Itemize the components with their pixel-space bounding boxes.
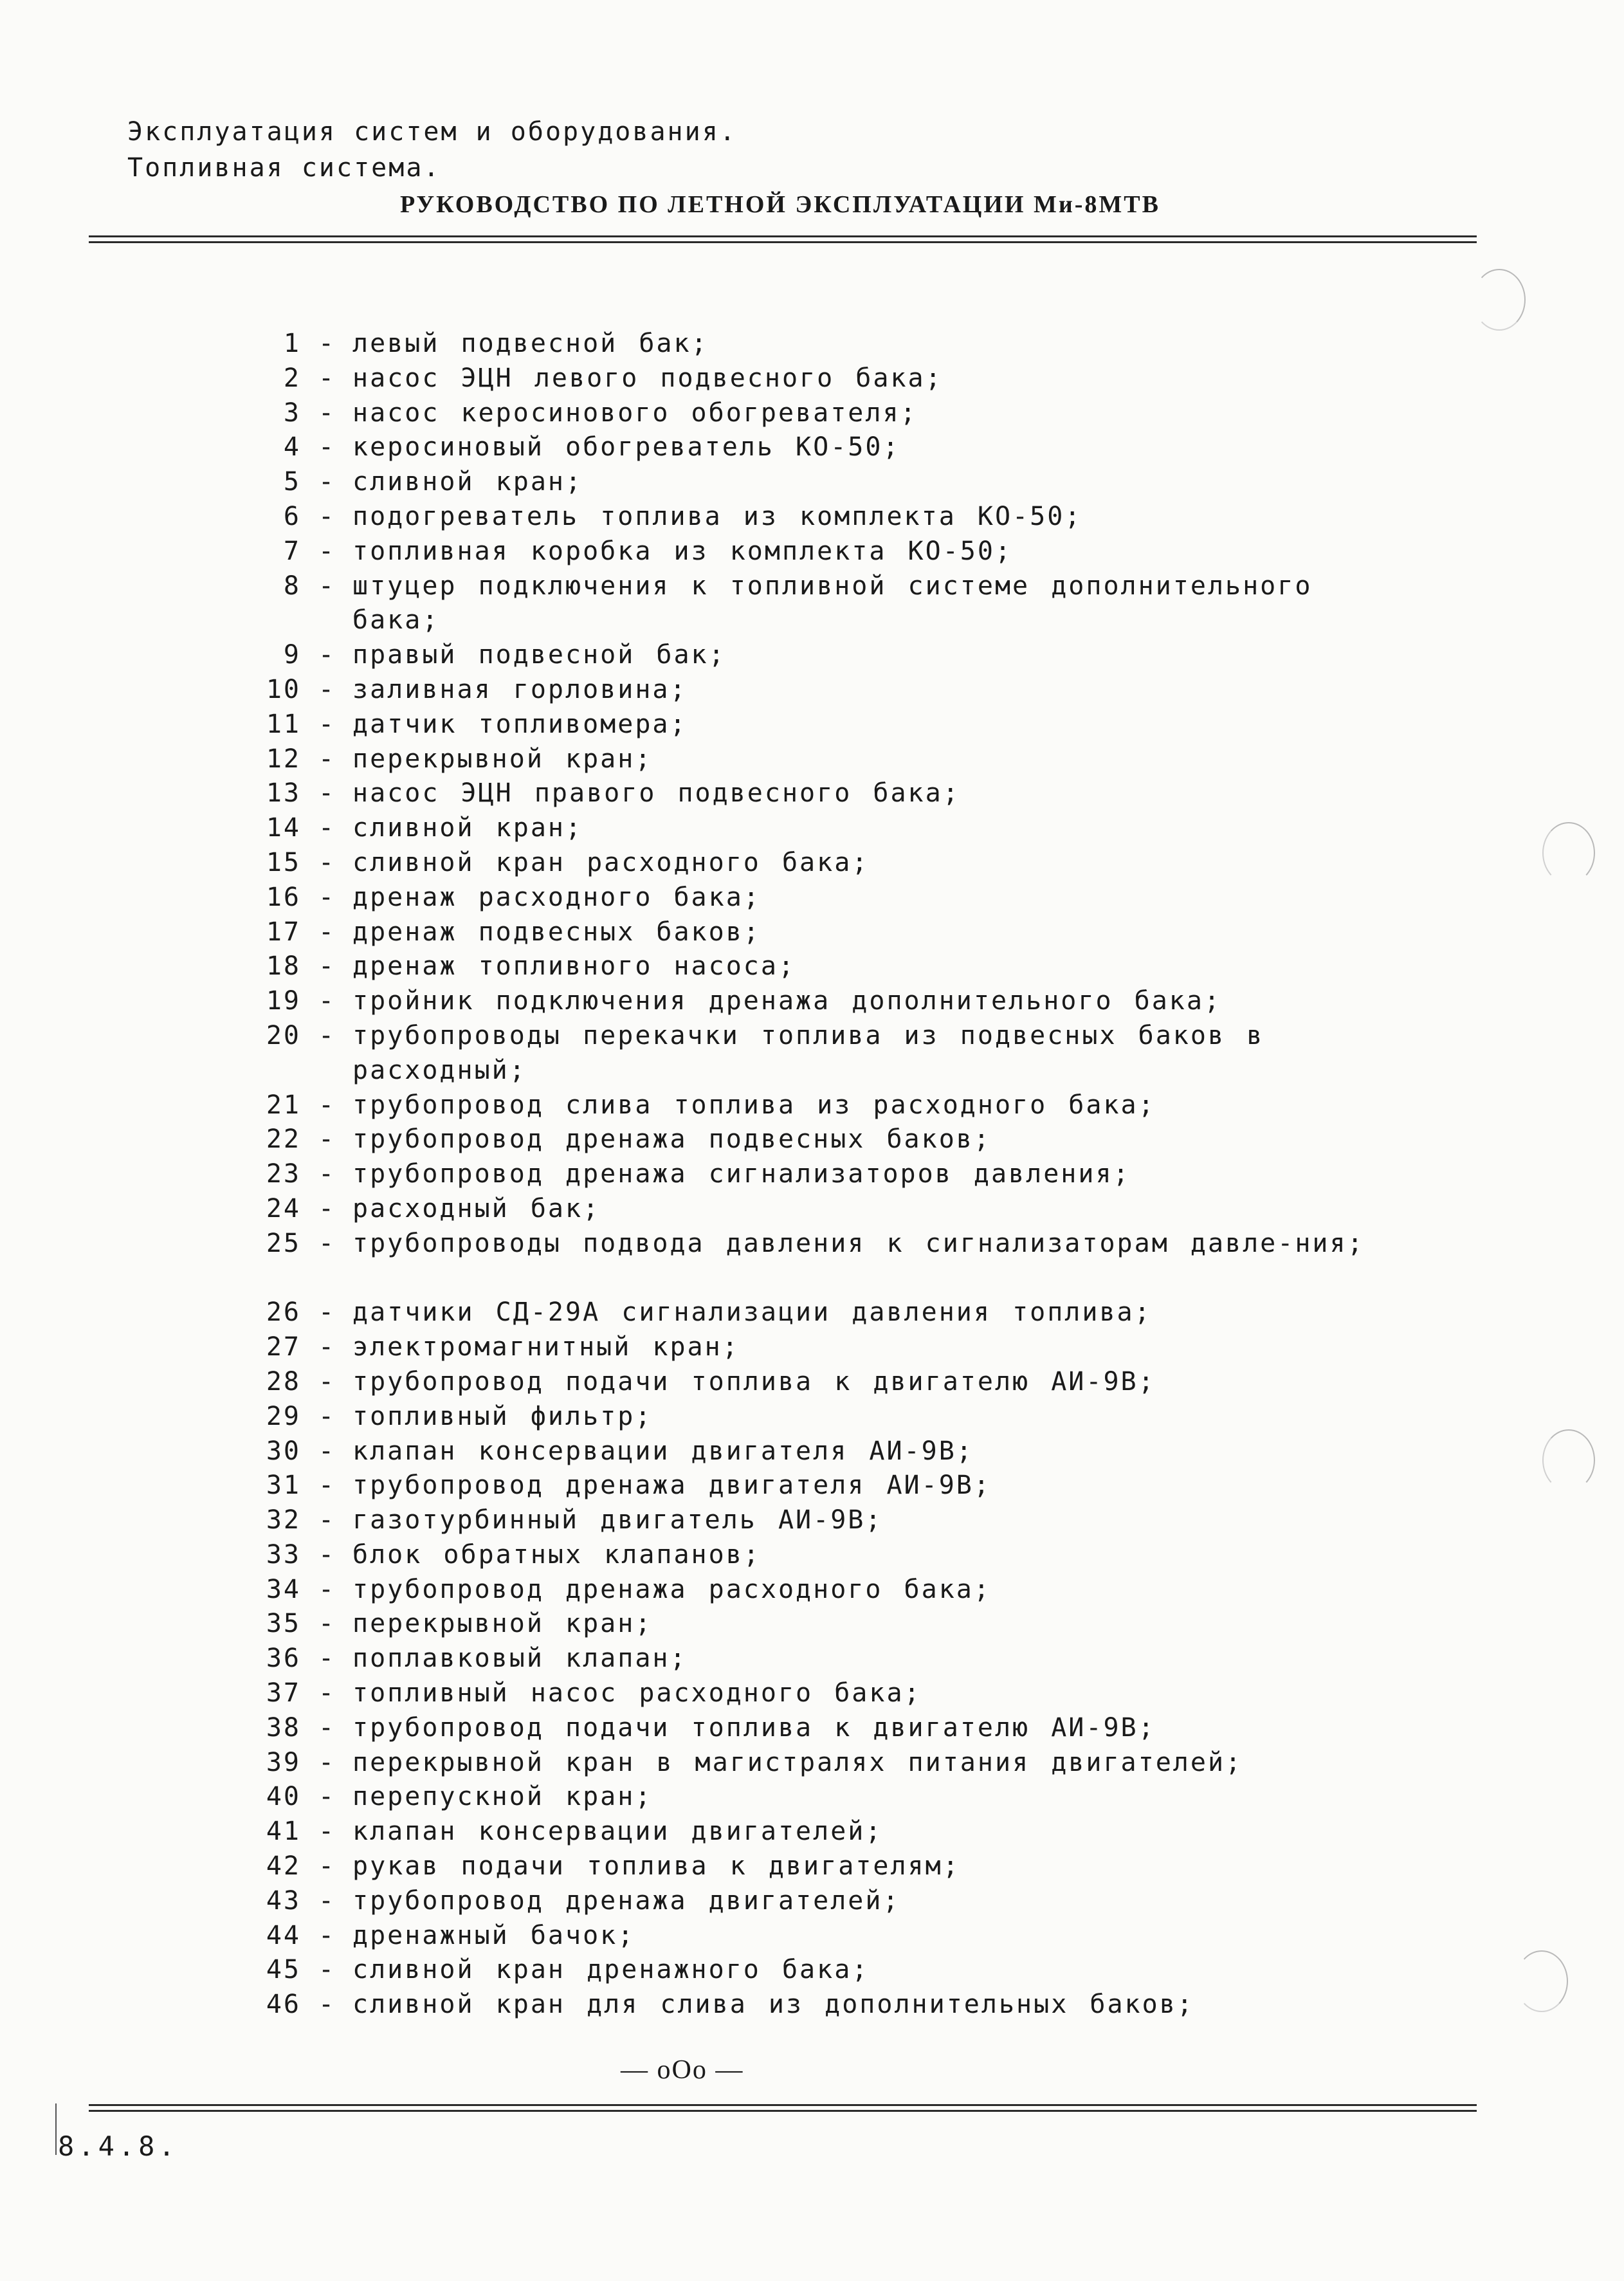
item-text: датчики СД-29А сигнализации давления топлива; [352,1297,1152,1328]
item-dash: - [318,778,336,809]
item-text: перекрывной кран; [352,1609,653,1639]
legend-item [0,1988,1624,2022]
item-text: трубопровод подачи топлива к двигателю АИ-9В; [352,1712,1156,1743]
legend-item [0,1919,1624,1954]
item-number: 18 [266,951,301,982]
legend-item [0,1365,1624,1400]
item-number: 40 [266,1782,301,1812]
item-dash: - [318,1505,336,1535]
item-number: 24 [266,1193,301,1223]
item-dash: - [318,467,336,497]
item-number: 36 [266,1644,301,1674]
item-text: газотурбинный двигатель АИ-9В; [352,1505,883,1535]
item-text: датчик топливомера; [352,709,688,739]
item-number: 8 [283,571,301,601]
subsection-heading: Топливная система. [127,153,441,183]
item-text: сливной кран; [352,813,583,843]
legend-item [0,1849,1624,1884]
item-text: трубопровод дренажа сигнализаторов давления; [352,1159,1131,1189]
item-text: клапан консервации двигателя АИ-9В; [352,1436,974,1466]
legend-item [0,881,1624,915]
component-legend-list [0,327,1624,2022]
legend-item [0,776,1624,811]
legend-item [0,1884,1624,1919]
legend-item [0,1676,1624,1711]
item-number: 2 [283,363,301,393]
item-dash: - [318,1090,336,1120]
item-number: 14 [266,813,301,843]
end-of-section-mark: — оОо — [621,2055,744,2085]
item-text: перекрывной кран в магистралях питания двигателей; [352,1747,1243,1777]
footer-rule-upper [89,2104,1477,2106]
legend-item [0,1122,1624,1157]
item-dash: - [318,1193,336,1223]
item-number: 32 [266,1505,301,1535]
item-text: дренажный бачок; [352,1920,635,1950]
legend-item [0,638,1624,673]
item-number: 39 [266,1747,301,1777]
item-text: перепускной кран; [352,1782,653,1812]
item-dash: - [318,709,336,739]
item-dash: - [318,1332,336,1362]
item-number: 5 [283,467,301,497]
item-dash: - [318,986,336,1016]
item-text: дренаж подвесных баков; [352,917,761,947]
item-text: насос ЭЦН левого подвесного бака; [352,363,943,393]
legend-item [0,1503,1624,1538]
item-dash: - [318,1955,336,1985]
item-dash: - [318,951,336,982]
item-number: 16 [266,882,301,912]
item-dash: - [318,1920,336,1950]
footer-rule-lower [89,2110,1477,2112]
item-number: 17 [266,917,301,947]
item-text: топливная коробка из комплекта КО-50; [352,536,1013,566]
item-text: тройник подключения дренажа дополнительного бака; [352,986,1222,1016]
legend-item [0,465,1624,500]
item-dash: - [318,1401,336,1431]
legend-item [0,1192,1624,1227]
item-dash: - [318,1851,336,1882]
item-number: 3 [283,398,301,428]
item-dash: - [318,847,336,877]
item-number: 37 [266,1678,301,1708]
item-number: 31 [266,1470,301,1501]
item-dash: - [318,1678,336,1708]
item-dash: - [318,917,336,947]
item-text: трубопровод дренажа подвесных баков; [352,1124,991,1155]
item-text: трубопровод дренажа расходного бака; [352,1574,991,1604]
legend-item [0,1607,1624,1642]
item-number: 30 [266,1436,301,1466]
document-title: РУКОВОДСТВО ПО ЛЕТНОЙ ЭКСПЛУАТАЦИИ Ми-8МТВ [400,191,1160,218]
item-text: сливной кран для слива из дополнительных баков; [352,1990,1194,2020]
item-number: 44 [266,1920,301,1950]
item-dash: - [318,1990,336,2020]
punch-hole [1515,1950,1568,2012]
item-text: трубопровод подачи топлива к двигателю АИ-9В; [352,1366,1156,1397]
legend-item [0,708,1624,742]
item-text: трубопроводы перекачки топлива из подвесных баков в расходный; [352,1020,1264,1085]
legend-item [0,1400,1624,1434]
item-text: трубопровод слива топлива из расходного бака; [352,1090,1156,1120]
item-number: 4 [283,432,301,463]
item-number: 41 [266,1817,301,1847]
item-text: топливный фильтр; [352,1401,653,1431]
item-text: перекрывной кран; [352,744,653,774]
item-text: блок обратных клапанов; [352,1539,761,1570]
item-dash: - [318,536,336,566]
item-text: клапан консервации двигателей; [352,1817,883,1847]
legend-item [0,362,1624,396]
item-number: 35 [266,1609,301,1639]
legend-item [0,673,1624,708]
item-number: 15 [266,847,301,877]
item-dash: - [318,1712,336,1743]
margin-line [55,2103,57,2155]
item-number: 21 [266,1090,301,1120]
item-text: сливной кран; [352,467,583,497]
item-number: 23 [266,1159,301,1189]
item-number: 33 [266,1539,301,1570]
item-dash: - [318,1747,336,1777]
item-dash: - [318,640,336,670]
item-dash: - [318,571,336,601]
legend-item [0,1157,1624,1192]
legend-item [0,915,1624,950]
legend-item [0,1088,1624,1123]
item-text: рукав подачи топлива к двигателям; [352,1851,960,1882]
item-dash: - [318,1297,336,1328]
item-text: расходный бак; [352,1193,601,1223]
item-text: штуцер подключения к топливной системе дополнительного бака; [352,571,1313,636]
legend-item [0,846,1624,881]
item-dash: - [318,1436,336,1466]
page-number: 8.4.8. [58,2130,179,2162]
item-text: трубопроводы подвода давления к сигнализаторам давле-ния; [352,1228,1365,1258]
item-dash: - [318,1782,336,1812]
legend-item [0,500,1624,535]
item-dash: - [318,882,336,912]
legend-item [0,1815,1624,1849]
item-dash: - [318,1366,336,1397]
legend-item [0,984,1624,1019]
legend-item [0,742,1624,777]
item-text: электромагнитный кран; [352,1332,740,1362]
item-number: 9 [283,640,301,670]
item-dash: - [318,1159,336,1189]
item-text: сливной кран дренажного бака; [352,1955,870,1985]
item-number: 38 [266,1712,301,1743]
item-number: 7 [283,536,301,566]
legend-item [0,569,1624,639]
item-text: топливный насос расходного бака; [352,1678,922,1708]
legend-item [0,1642,1624,1676]
item-text: правый подвесной бак; [352,640,726,670]
item-number: 29 [266,1401,301,1431]
item-dash: - [318,501,336,531]
item-text: заливная горловина; [352,674,688,704]
legend-item [0,1434,1624,1469]
legend-item [0,1953,1624,1988]
legend-item [0,1330,1624,1365]
item-text: дренаж расходного бака; [352,882,761,912]
item-text: поплавковый клапан; [352,1644,688,1674]
item-text: дренаж топливного насоса; [352,951,796,982]
item-number: 13 [266,778,301,809]
legend-item [0,1469,1624,1503]
item-dash: - [318,1124,336,1155]
item-number: 28 [266,1366,301,1397]
item-text: трубопровод дренажа двигателей; [352,1885,900,1916]
legend-item [0,1573,1624,1608]
legend-item [0,327,1624,362]
item-dash: - [318,398,336,428]
item-number: 10 [266,674,301,704]
item-dash: - [318,329,336,358]
item-text: насос керосинового обогревателя; [352,398,918,428]
item-number: 1 [283,329,301,358]
item-number: 27 [266,1332,301,1362]
item-number: 25 [266,1228,301,1258]
item-dash: - [318,432,336,463]
legend-item [0,1746,1624,1781]
item-number: 26 [266,1297,301,1328]
legend-item [0,1780,1624,1815]
legend-item [0,811,1624,846]
item-number: 46 [266,1990,301,2020]
item-dash: - [318,813,336,843]
item-number: 42 [266,1851,301,1882]
legend-item [0,535,1624,569]
legend-item [0,1538,1624,1573]
item-text: сливной кран расходного бака; [352,847,870,877]
punch-hole [1542,822,1595,884]
punch-hole [1473,269,1526,331]
item-text: левый подвесной бак; [352,329,709,358]
item-text: керосиновый обогреватель КО-50; [352,432,900,463]
item-number: 22 [266,1124,301,1155]
item-text: подогреватель топлива из комплекта КО-50; [352,501,1082,531]
legend-item [0,949,1624,984]
item-text: насос ЭЦН правого подвесного бака; [352,778,960,809]
item-dash: - [318,363,336,393]
item-number: 43 [266,1885,301,1916]
header-rule-upper [89,235,1477,237]
item-dash: - [318,1609,336,1639]
item-text: трубопровод дренажа двигателя АИ-9В; [352,1470,991,1501]
legend-item [0,1296,1624,1330]
item-number: 19 [266,986,301,1016]
item-dash: - [318,1817,336,1847]
section-heading: Эксплуатация систем и оборудования. [127,117,737,147]
item-number: 34 [266,1574,301,1604]
legend-item [0,1227,1624,1296]
legend-item [0,430,1624,465]
header-rule-lower [89,241,1477,243]
item-dash: - [318,1574,336,1604]
item-dash: - [318,1228,336,1258]
item-dash: - [318,1885,336,1916]
item-number: 6 [283,501,301,531]
punch-hole [1542,1429,1595,1491]
item-dash: - [318,1020,336,1050]
item-number: 20 [266,1020,301,1050]
legend-item [0,396,1624,431]
item-dash: - [318,674,336,704]
item-dash: - [318,1470,336,1501]
legend-item [0,1711,1624,1746]
item-dash: - [318,744,336,774]
item-dash: - [318,1644,336,1674]
item-dash: - [318,1539,336,1570]
item-number: 45 [266,1955,301,1985]
legend-item [0,1019,1624,1088]
item-number: 12 [266,744,301,774]
item-number: 11 [266,709,301,739]
